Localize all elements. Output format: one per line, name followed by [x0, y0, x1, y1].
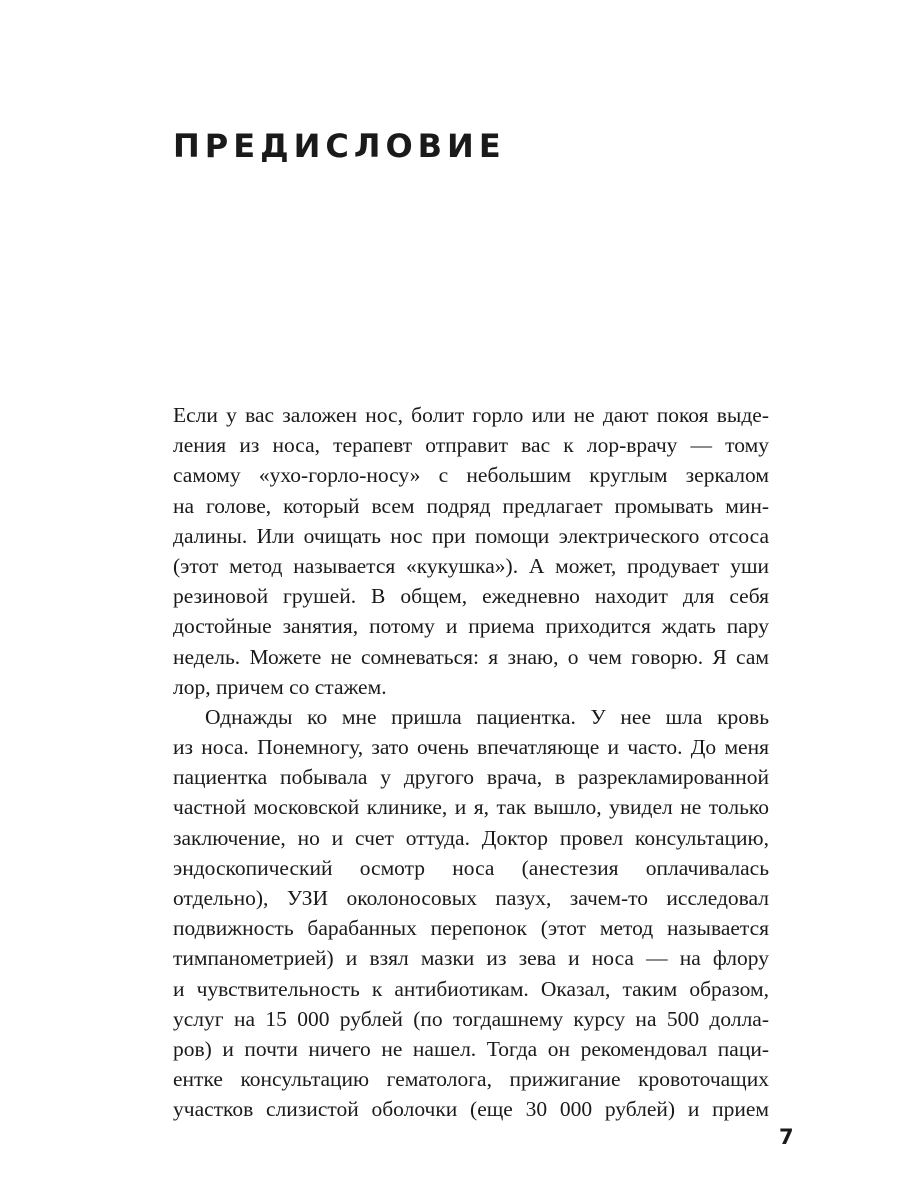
text-line: недель. Можете не сомневаться: я знаю, о чем говорю. Я сам	[173, 644, 769, 669]
chapter-title: ПРЕДИСЛОВИЕ	[173, 127, 506, 165]
text-line: резиновой грушей. В общем, ежедневно находит для себя	[173, 584, 769, 609]
text-line: подвижность барабанных перепонок (этот метод называется	[173, 916, 769, 941]
text-line: лор, причем со стажем.	[173, 674, 387, 699]
text-line: достойные занятия, потому и приема приходится ждать пару	[173, 614, 769, 639]
text-line: отдельно), УЗИ околоносовых пазух, зачем-то исследовал	[173, 886, 769, 910]
text-line: далины. Или очищать нос при помощи электрического отсоса	[173, 523, 769, 548]
text-line: из носа. Понемногу, зато очень впечатляюще и часто. До меня	[173, 735, 769, 760]
page-number: 7	[779, 1125, 794, 1149]
text-line: участков слизистой оболочки (еще 30 000 рублей) и прием	[173, 1097, 769, 1122]
text-line: тимпанометрией) и взял мазки из зева и носа — на флору	[173, 946, 769, 971]
paragraph-1	[173, 400, 769, 702]
text-line: частной московской клинике, и я, так вышло, увидел не только	[173, 795, 769, 820]
text-line: и чувствительность к антибиотикам. Оказал, таким образом,	[173, 976, 769, 1001]
text-line: Если у вас заложен нос, болит горло или не дают покоя выде-	[173, 403, 769, 427]
text-line: пациентка побывала у другого врача, в разрекламированной	[173, 765, 769, 790]
text-line: самому «ухо-горло-носу» с небольшим круглым зеркалом	[173, 463, 769, 488]
text-line: услуг на 15 000 рублей (по тогдашнему курсу на 500 долла-	[173, 1006, 769, 1031]
text-line: заключение, но и счет оттуда. Доктор провел консультацию,	[173, 825, 769, 850]
text-line: эндоскопический осмотр носа (анестезия оплачивалась	[173, 855, 769, 880]
text-line: Однажды ко мне пришла пациентка. У нее шла кровь	[205, 704, 769, 729]
text-line: на голове, который всем подряд предлагает промывать мин-	[173, 493, 769, 518]
text-line: ров) и почти ничего не нашел. Тогда он рекомендовал паци-	[173, 1036, 769, 1061]
paragraph-2	[173, 702, 769, 1125]
text-line: (этот метод называется «кукушка»). А может, продувает уши	[173, 553, 769, 578]
text-line: ентке консультацию гематолога, прижигание кровоточащих	[173, 1067, 769, 1092]
body-text	[173, 400, 769, 1125]
text-line: ления из носа, терапевт отправит вас к лор-врачу — тому	[173, 433, 769, 458]
